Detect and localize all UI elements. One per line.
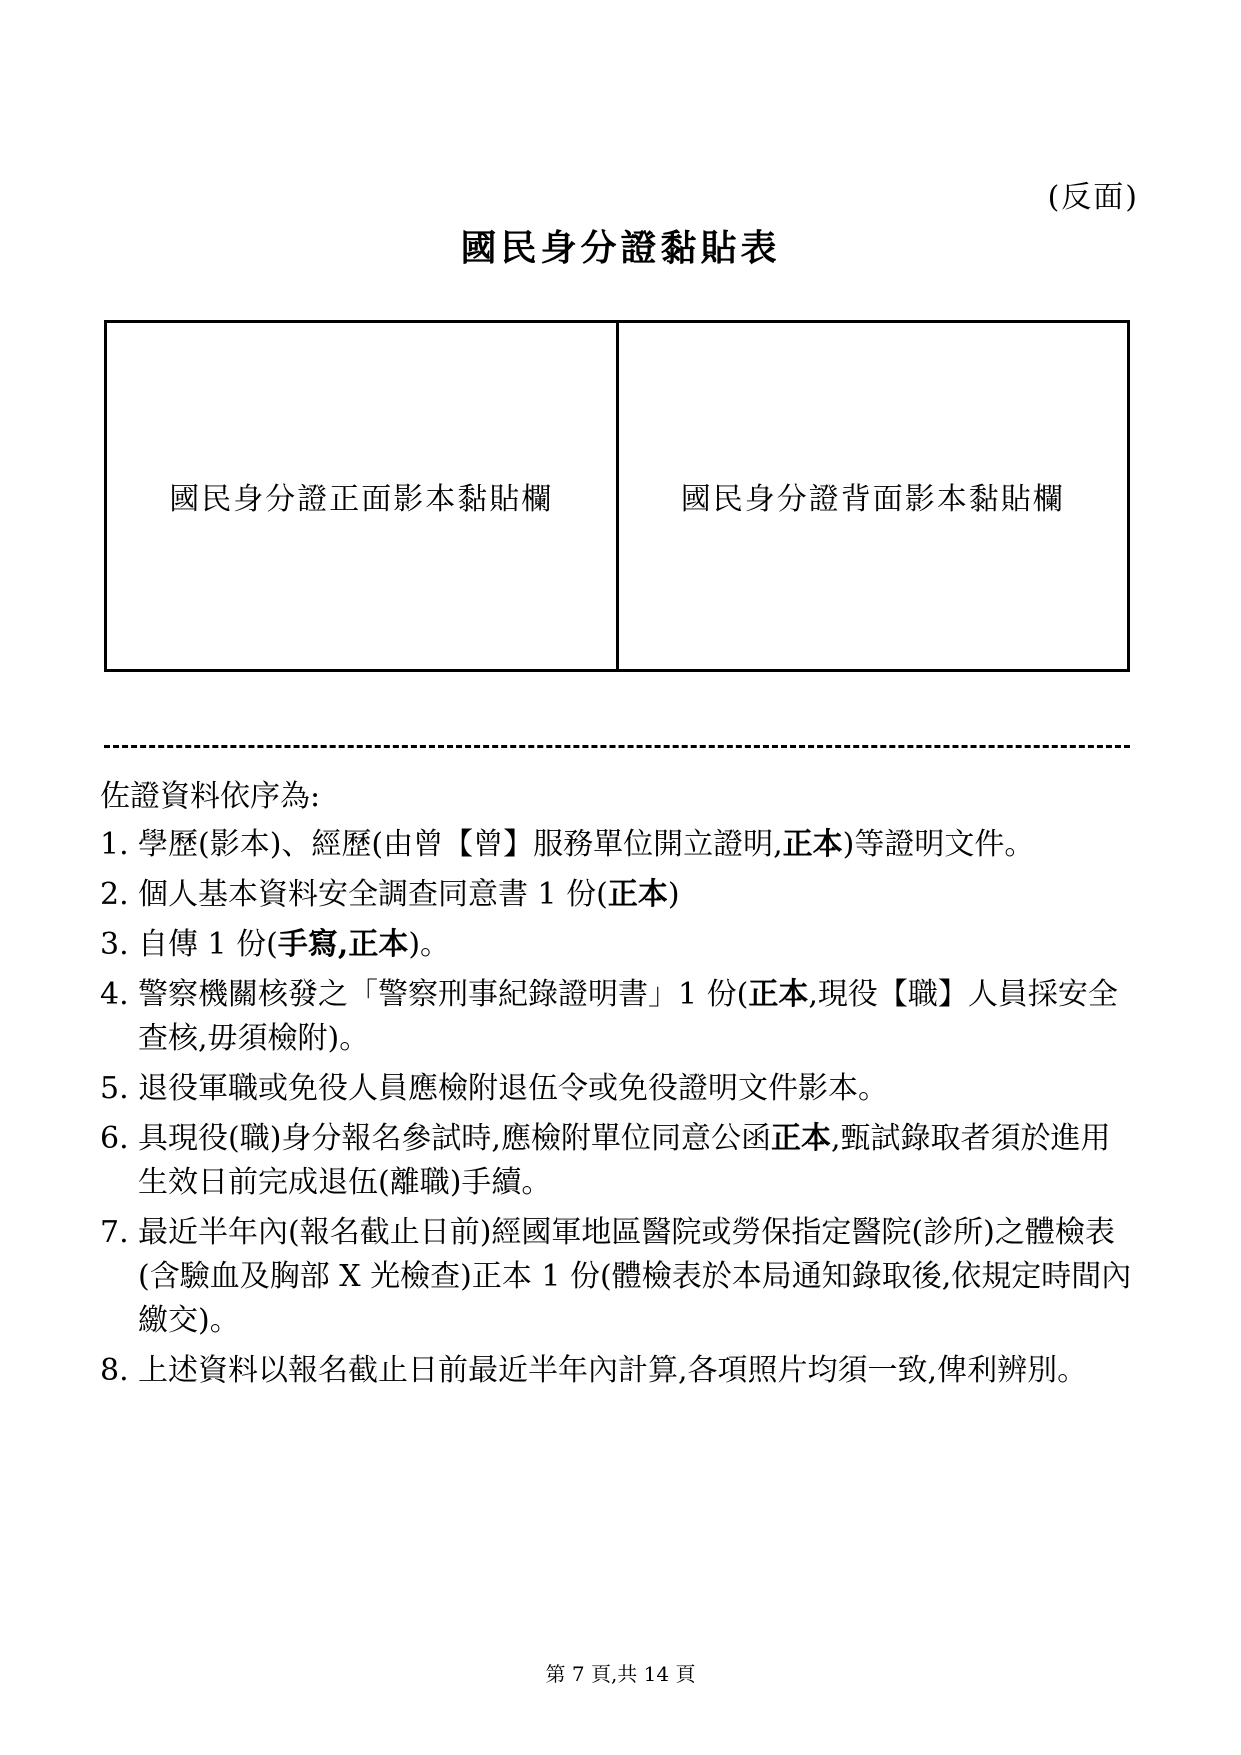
page-side-label: (反面) xyxy=(1047,180,1139,215)
page-number: 第 7 頁,共 14 頁 xyxy=(545,1662,696,1686)
list-item-text xyxy=(138,1067,1140,1111)
text-segment: )。 xyxy=(408,927,451,962)
documents-heading: 佐證資料依序為: xyxy=(100,779,321,814)
text-segment: 學歷(影本)、經歷(由曾【曾】服務單位開立證明, xyxy=(138,827,783,862)
supporting-documents-section xyxy=(100,775,1140,1399)
list-item xyxy=(100,823,1140,867)
back-copy-paste-area xyxy=(616,323,1128,669)
id-card-paste-table xyxy=(104,320,1130,672)
dashed-cut-line xyxy=(104,745,1130,748)
list-item xyxy=(100,923,1140,967)
list-item xyxy=(100,1067,1140,1111)
list-item-number: 2. xyxy=(100,877,129,912)
list-item xyxy=(100,1211,1140,1343)
list-item-number: 6. xyxy=(100,1121,129,1156)
emphasis-text: 正本 xyxy=(607,877,668,912)
text-segment: 具現役(職)身分報名參試時,應檢附單位同意公函 xyxy=(138,1121,771,1156)
text-segment: 自傳 1 份( xyxy=(138,927,278,962)
list-item-text xyxy=(138,973,1140,1061)
page-footer xyxy=(0,1658,1241,1687)
page-title: 國民身分證黏貼表 xyxy=(460,227,781,269)
list-item-text xyxy=(138,1117,1140,1205)
list-item-text xyxy=(138,923,1140,967)
emphasis-text: 正本 xyxy=(770,1121,831,1156)
text-segment: )等證明文件。 xyxy=(842,827,1035,862)
list-item-number: 8. xyxy=(100,1353,129,1388)
front-copy-label: 國民身分證正面影本黏貼欄 xyxy=(169,482,554,517)
list-item-text xyxy=(138,1211,1140,1343)
text-segment: 退役軍職或免役人員應檢附退伍令或免役證明文件影本。 xyxy=(138,1071,888,1106)
list-item-text xyxy=(138,1349,1140,1393)
list-item xyxy=(100,1117,1140,1205)
list-item-number: 5. xyxy=(100,1071,129,1106)
back-copy-label: 國民身分證背面影本黏貼欄 xyxy=(680,482,1065,517)
text-segment: ,現役【職】人員採安全查核,毋須檢附)。 xyxy=(138,977,1118,1056)
text-segment: 上述資料以報名截止日前最近半年內計算,各項照片均須一致,俾利辨別。 xyxy=(138,1353,1088,1388)
list-item xyxy=(100,873,1140,917)
list-item xyxy=(100,1349,1140,1393)
list-item xyxy=(100,973,1140,1061)
list-item-text xyxy=(138,823,1140,867)
front-copy-paste-area xyxy=(107,323,616,669)
text-segment: 最近半年內(報名截止日前)經國軍地區醫院或勞保指定醫院(診所)之體檢表(含驗血及胸部 X 光檢查)正本 1 份(體檢表於本局通知錄取後,依規定時間內繳交)。 xyxy=(138,1215,1132,1338)
list-item-text xyxy=(138,873,1140,917)
text-segment: 個人基本資料安全調查同意書 1 份( xyxy=(138,877,608,912)
text-segment: ) xyxy=(667,877,680,912)
requirements-list xyxy=(100,823,1140,1393)
list-item-number: 7. xyxy=(100,1215,129,1250)
list-item-number: 3. xyxy=(100,927,129,962)
emphasis-text: 手寫,正本 xyxy=(277,927,409,962)
list-item-number: 1. xyxy=(100,827,129,862)
emphasis-text: 正本 xyxy=(782,827,843,862)
text-segment: ,甄試錄取者須於進用生效日前完成退伍(離職)手續。 xyxy=(138,1121,1111,1200)
emphasis-text: 正本 xyxy=(748,977,809,1012)
list-item-number: 4. xyxy=(100,977,129,1012)
text-segment: 警察機關核發之「警察刑事紀錄證明書」1 份( xyxy=(138,977,749,1012)
